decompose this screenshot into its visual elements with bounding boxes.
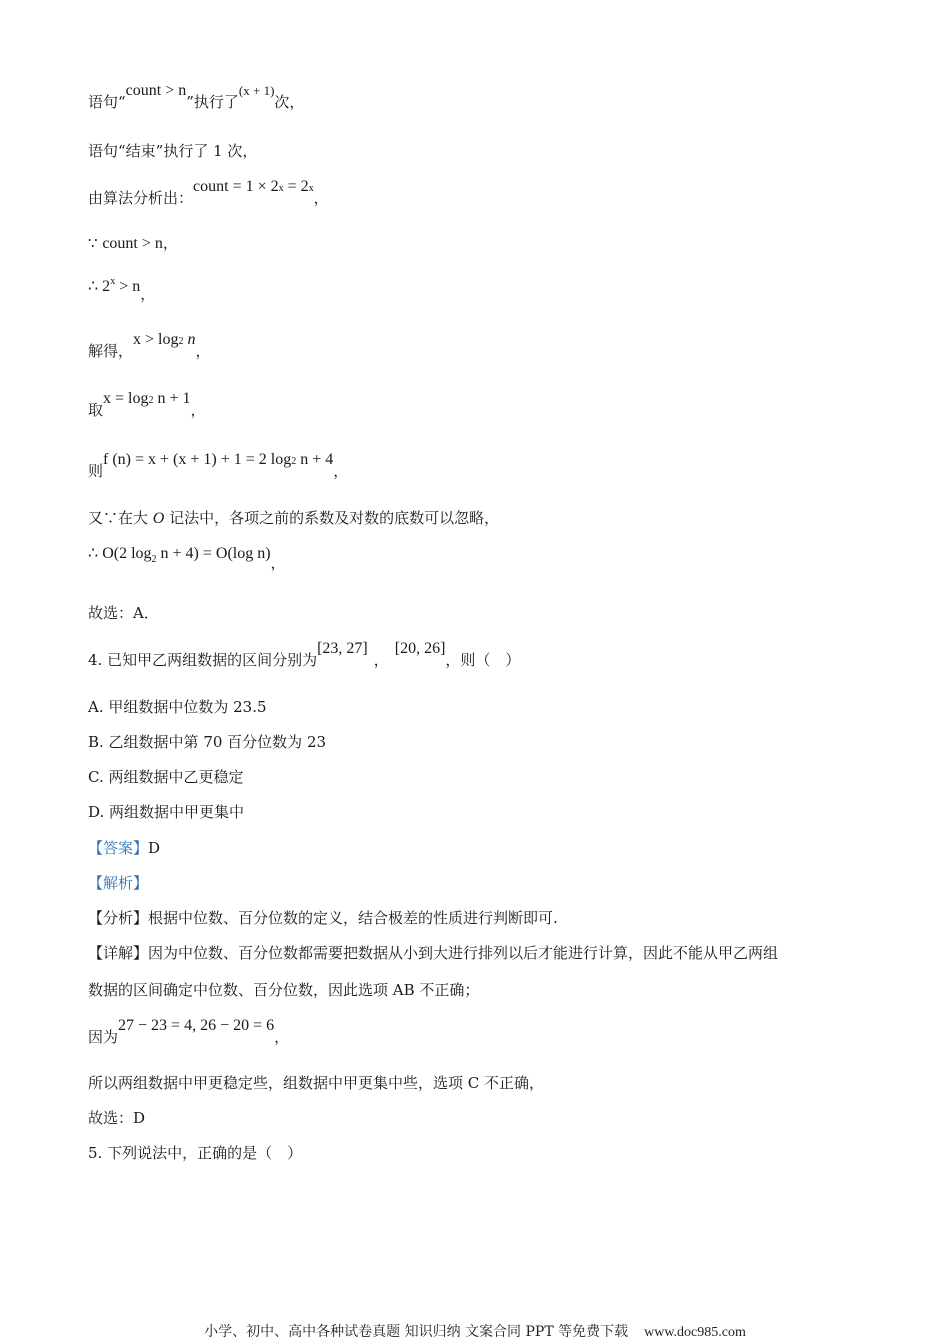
text: 取 — [88, 401, 104, 419]
answer-value: D — [148, 839, 161, 857]
text: 次， — [274, 93, 305, 111]
math-subscript: 2 — [178, 336, 184, 347]
math: O(2 log — [102, 545, 152, 562]
answer-tag: 【答案】 — [88, 839, 149, 857]
question-4 — [88, 640, 521, 671]
math: (x + 1) — [238, 83, 275, 98]
line-therefore — [88, 276, 156, 303]
line-take-x — [88, 390, 206, 423]
text: ， — [333, 462, 349, 480]
line-big-o-note — [88, 508, 499, 529]
option-a: A. 甲组数据中位数为 23.5 — [88, 698, 267, 716]
text: 记法中，各项之前的系数及对数的底数可以忽略， — [164, 509, 500, 527]
page-footer — [0, 1321, 950, 1341]
line-count-statement — [88, 82, 305, 113]
text: 解得， — [88, 342, 134, 360]
line-end-statement: 语句“结束”执行了 1 次， — [88, 142, 258, 160]
text: ， — [274, 1028, 290, 1046]
math: n — [183, 331, 196, 348]
text: ， — [162, 234, 178, 252]
math: n + 4) = O(log n) — [156, 545, 271, 562]
text: ， — [313, 189, 329, 207]
option-d: D. 两组数据中甲更集中 — [88, 803, 245, 821]
math-subscript: 2 — [148, 395, 154, 406]
math: ∴ — [88, 545, 103, 562]
math-exponent: x — [110, 276, 116, 287]
text: ”执行了 — [186, 93, 239, 111]
math: n + 4 — [296, 451, 334, 468]
line-big-o-result — [88, 543, 286, 572]
text: 又∵在大 — [88, 509, 153, 527]
option-b: B. 乙组数据中第 70 百分位数为 23 — [88, 733, 327, 751]
text: ， — [195, 342, 211, 360]
analysis-tag: 【解析】 — [88, 874, 149, 892]
option-c: C. 两组数据中乙更稳定 — [88, 768, 244, 786]
text: ， — [190, 401, 206, 419]
analysis-summary: 【分析】根据中位数、百分位数的定义，结合极差的性质进行判断即可. — [88, 909, 558, 927]
detail-choose-d: 故选：D — [88, 1109, 146, 1127]
math-subscript: 2 — [151, 554, 157, 565]
line-choose-a: 故选：A． — [88, 604, 159, 622]
text: 4. 已知甲乙两组数据的区间分别为 — [88, 651, 318, 669]
line-solve — [88, 331, 211, 364]
text: ，则（ ） — [445, 651, 521, 669]
answer-line — [88, 838, 160, 858]
math: > n — [115, 278, 141, 295]
text: 由算法分析出： — [88, 189, 194, 207]
math: ∴ 2 — [88, 278, 111, 295]
detail-conclusion: 所以两组数据中甲更稳定些，组数据中甲更集中些，选项 C 不正确， — [88, 1074, 545, 1092]
text: ∵ — [88, 234, 103, 252]
math: [20, 26] — [394, 640, 446, 657]
math: count > n — [125, 82, 187, 99]
text: 语句“ — [88, 93, 126, 111]
math: = 2 — [283, 178, 309, 195]
detail-range-calc — [88, 1017, 290, 1048]
math: x = log — [103, 390, 149, 407]
math: 27 − 23 = 4, 26 − 20 = 6 — [118, 1017, 275, 1034]
math: n + 1 — [153, 390, 191, 407]
math: [23, 27] — [317, 640, 368, 657]
math: count > n — [102, 235, 163, 252]
math-subscript: 2 — [291, 456, 297, 467]
math-exponent: x — [278, 183, 284, 194]
analysis-tag-line — [88, 873, 148, 893]
footer-text: 小学、初中、高中各种试卷真题 知识归纳 文案合同 PPT 等免费下载 — [204, 1324, 629, 1340]
text: ， — [140, 285, 156, 303]
math: count = 1 × 2 — [193, 178, 279, 195]
detail-line-2: 数据的区间确定中位数、百分位数，因此选项 AB 不正确； — [88, 981, 480, 999]
math-exponent: x — [308, 183, 314, 194]
footer-link[interactable]: www.doc985.com — [644, 1325, 746, 1340]
detail-line-1: 【详解】因为中位数、百分位数都需要把数据从小到大进行排列以后才能进行计算，因此不能从甲乙两组 — [88, 944, 779, 962]
text: ， — [270, 554, 286, 572]
math: f (n) = x + (x + 1) + 1 = 2 log — [103, 451, 292, 468]
text: 则 — [88, 462, 104, 480]
question-5: 5. 下列说法中，正确的是（ ） — [88, 1144, 303, 1162]
text: ， — [373, 651, 389, 669]
line-f-of-n — [88, 451, 349, 484]
text: 因为 — [88, 1028, 119, 1046]
math: O — [152, 510, 165, 527]
line-because — [88, 233, 178, 254]
math: x > log — [133, 331, 179, 348]
